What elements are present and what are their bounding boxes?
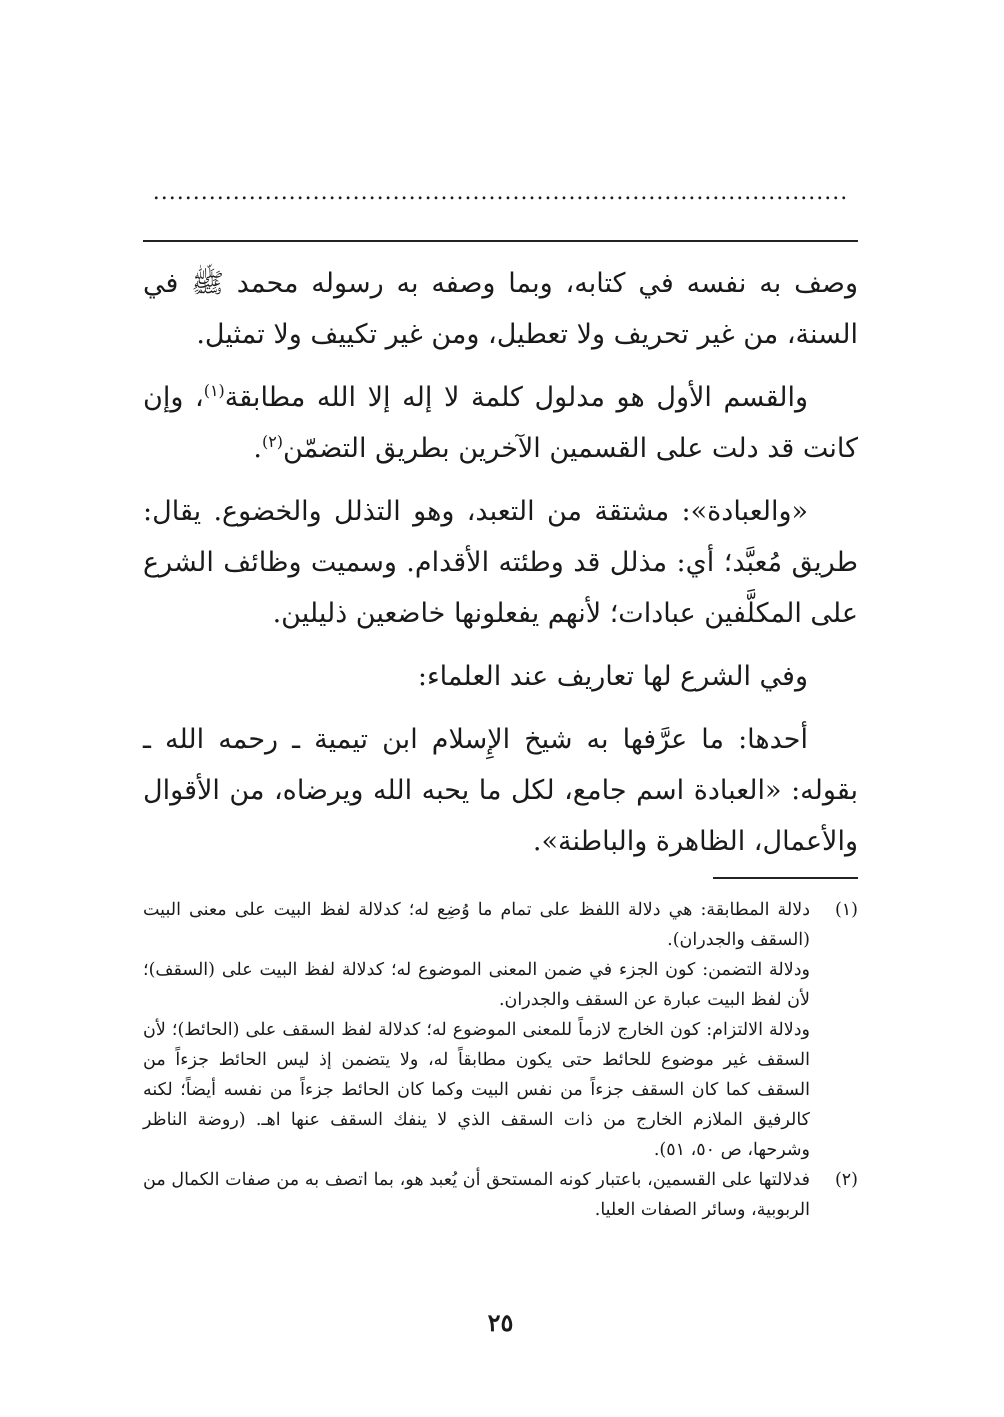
footnotes [143, 895, 858, 1225]
paragraph-3: «والعبادة»: مشتقة من التعبد، وهو التذلل والخضوع. يقال: طريق مُعبَّد؛ أي: مذلل قد وطئته الأقدام. وسميت وظائف الشرع على المكلَّفين عبادات؛ لأنهم يفعلونها خاضعين ذليلين. [143, 496, 858, 629]
footnote-line: دلالة المطابقة: هي دلالة اللفظ على تمام ما وُضِع له؛ كدلالة لفظ البيت على معنى البيت (السقف والجدران). [143, 900, 810, 950]
footnote-body [143, 1165, 810, 1225]
footnote-ref-1[interactable]: (١) [203, 381, 225, 400]
footnote-2 [143, 1165, 858, 1225]
page-number: ٢٥ [487, 1308, 514, 1337]
paragraph-2-part-3: . [253, 433, 262, 464]
dotted-separator: ....................................................................................... [152, 180, 849, 205]
paragraph-4: وفي الشرع لها تعاريف عند العلماء: [417, 661, 808, 692]
book-page [143, 0, 858, 1417]
main-text [143, 258, 858, 879]
footnote-rule [713, 877, 858, 879]
footnote-number: (١) [834, 900, 858, 920]
footnote-line: ودلالة الالتزام: كون الخارج لازماً للمعنى الموضوع له؛ كدلالة لفظ السقف على (الحائط)؛ لأن السقف غير موضوع للحائط حتى يكون مطابقاً له، ولا يتضمن إذ ليس الحائط جزءاً من السقف كما كان السقف جزءاً من نفس البيت وكما كان الحائط جزءاً من نفسه أيضاً؛ لكنه كالرفيق الملازم الخارج من ذات السقف الذي لا ينفك السقف عنها اهـ. (روضة الناظر وشرحها، ص ٥٠، ٥١). [143, 1020, 810, 1160]
paragraph-1: وصف به نفسه في كتابه، وبما وصفه به رسوله محمد ﷺ في السنة، من غير تحريف ولا تعطيل، ومن غير تكييف ولا تمثيل. [143, 268, 858, 350]
paragraph-2-part-1: والقسم الأول هو مدلول كلمة لا إله إلا الله مطابقة [224, 382, 808, 413]
header-rule [143, 240, 858, 242]
paragraph-2 [143, 372, 858, 474]
paragraph-2-part-2: ، وإن كانت قد دلت على القسمين الآخرين بطريق التضمّن [143, 382, 858, 464]
paragraph-5: أحدها: ما عرَّفها به شيخ الإِسلام ابن تيمية ـ رحمه الله ـ بقوله: «العبادة اسم جامع، لكل ما يحبه الله ويرضاه، من الأقوال والأعمال، الظاهرة والباطنة». [143, 724, 858, 857]
footnote-line: ودلالة التضمن: كون الجزء في ضمن المعنى الموضوع له؛ كدلالة لفظ البيت على (السقف)؛ لأن لفظ البيت عبارة عن السقف والجدران. [143, 960, 810, 1010]
footnote-1 [143, 895, 858, 1165]
footnote-ref-2[interactable]: (٢) [261, 432, 284, 451]
footnote-line: فدلالتها على القسمين، باعتبار كونه المستحق أن يُعبد هو، بما اتصف به من صفات الكمال من الربوبية، وسائر الصفات العليا. [143, 1170, 810, 1220]
footnote-body [143, 895, 810, 1165]
footnote-number: (٢) [834, 1170, 858, 1190]
